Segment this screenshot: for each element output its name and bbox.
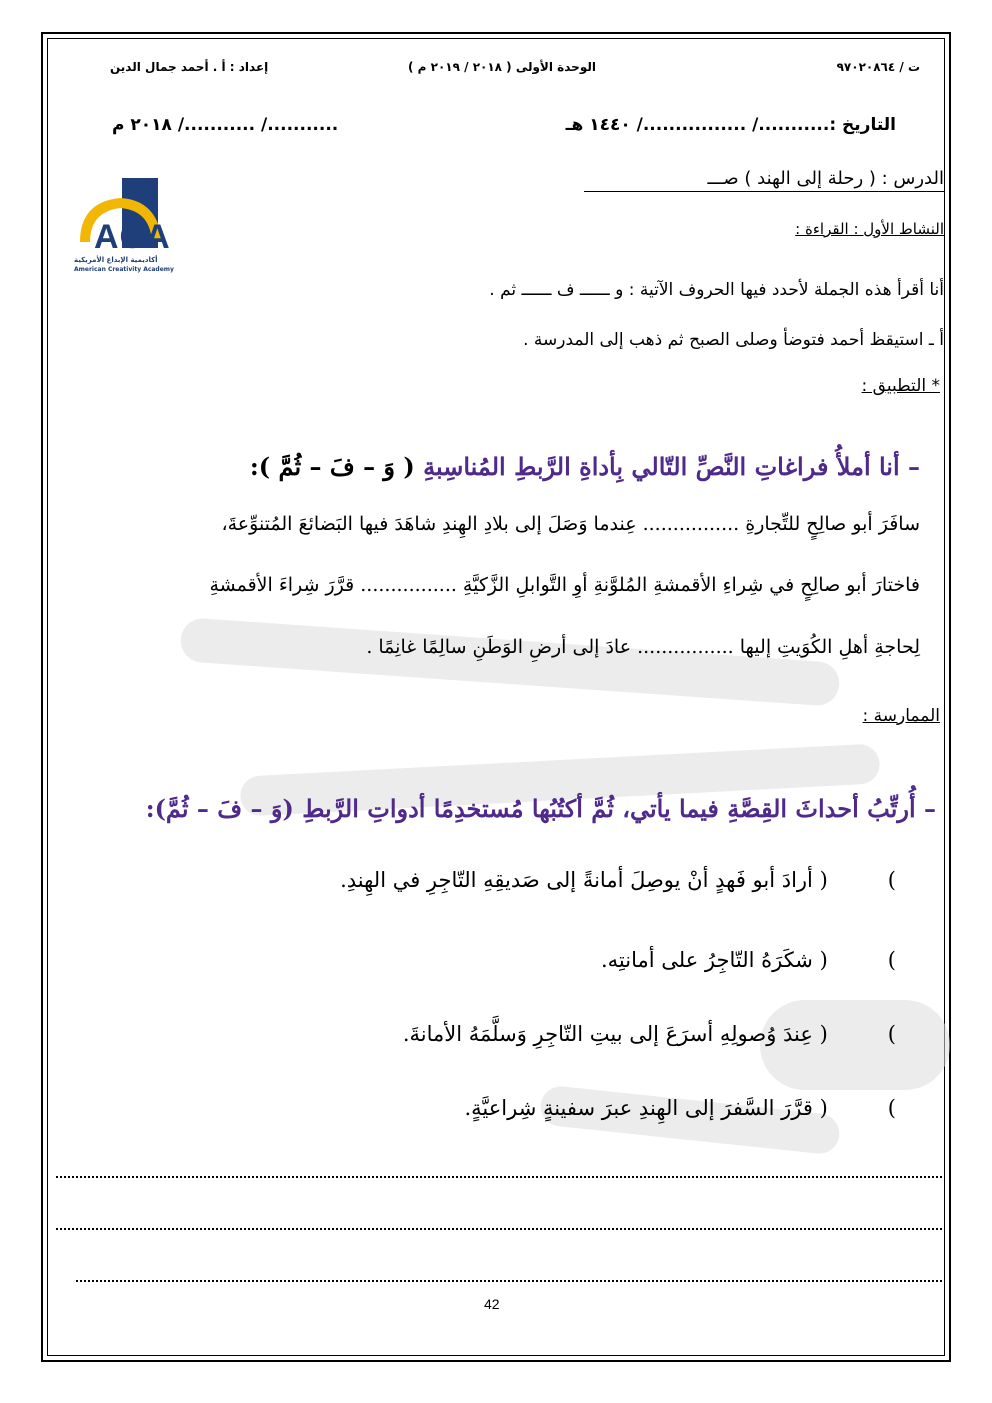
- bracket-open: ): [887, 948, 896, 972]
- logo: [72, 178, 202, 283]
- bracket-close: (: [819, 1096, 828, 1120]
- application-line-2: فاختارَ أبو صالِحٍ في شِراءِ الأقمشةِ المُلوَّنةِ أوِ التَّوابلِ الزَّكيَّةِ ................ قرَّرَ شِراءَ الأقمشةِ: [209, 574, 920, 596]
- bracket-open: ): [887, 1022, 896, 1046]
- practice-item-text: شكَرَهُ التّاجِرُ على أمانتِه.: [600, 948, 813, 972]
- application-task-text: – أنا أملأُ فراغاتِ النَّصِّ التّالي بِأداةِ الرَّبطِ المُناسِبةِ: [423, 452, 920, 481]
- application-title: * التطبيق :: [861, 376, 940, 396]
- practice-item-text: قرَّرَ السَّفرَ إلى الهِندِ عبرَ سفينةٍ شِراعيَّةٍ.: [464, 1096, 813, 1120]
- date-gregorian: .........../ .........../ ٢٠١٨ م: [112, 115, 339, 135]
- practice-task: [146, 794, 936, 823]
- logo-text: ACA: [94, 218, 171, 256]
- practice-item: [340, 868, 896, 892]
- practice-title: الممارسة :: [862, 706, 940, 726]
- page-number: 42: [484, 1296, 500, 1312]
- practice-item-text: عِندَ وُصولِهِ أسرَعَ إلى بيتِ التّاجِرِ وَسلَّمَهُ الأمانةَ.: [402, 1022, 813, 1046]
- bracket-open: ): [887, 868, 896, 892]
- header-author: إعداد : أ . أحمد جمال الدين: [110, 60, 269, 74]
- bracket-close: (: [819, 868, 828, 892]
- bracket-close: (: [819, 948, 828, 972]
- header-phone: ت / ٩٧٠٢٠٨٦٤: [836, 60, 920, 74]
- practice-item-text: أرادَ أبو فَهدٍ أنْ يوصِلَ أمانةً إلى صَديقِهِ التّاجِرِ في الهِندِ.: [340, 868, 813, 892]
- activity1-instruction: أنا أقرأ هذه الجملة لأحدد فيها الحروف الآتية : و ــــــ ف ــــــ ثم .: [489, 280, 944, 300]
- lesson-title: الدرس : ( رحلة إلى الهند ) صـــ: [584, 168, 944, 192]
- logo-arabic-name: أكاديمية الإبداع الأمريكية: [74, 256, 158, 264]
- answer-line[interactable]: [76, 1280, 942, 1282]
- application-line-1: سافَرَ أبو صالِحٍ للتِّجارةِ ................ عِندما وَصَلَ إلى بلادِ الهِندِ شاهَدَ فيها البَضائعَ المُتنوِّعةَ،: [221, 513, 920, 535]
- logo-english-name: American Creativity Academy: [74, 266, 174, 273]
- date-hijri: التاريخ :.........../ ................/ ١٤٤٠ هـ: [565, 115, 896, 135]
- application-task: [250, 452, 920, 481]
- practice-choices: (وَ – فَ – ثُمَّ):: [145, 794, 294, 823]
- application-choices: ( وَ – فَ – ثُمَّ ):: [249, 452, 415, 481]
- answer-line[interactable]: [56, 1228, 942, 1230]
- activity1-title: النشاط الأول : القراءة :: [795, 220, 944, 238]
- application-line-3: لِحاجةِ أهلِ الكُوَيتِ إليها ................ عادَ إلى أرضِ الوَطَنِ سالِمًا غانِمًا .: [366, 636, 920, 658]
- practice-task-text: – أُرتِّبُ أحداثَ القِصَّةِ فيما يأتي، ثُمَّ أكتُبُها مُستخدِمًا أدواتِ الرَّبطِ: [302, 794, 936, 823]
- activity1-sentence: أ ـ استيقظ أحمد فتوضأ وصلى الصبح ثم ذهب إلى المدرسة .: [523, 330, 944, 350]
- header-unit: الوحدة الأولى ( ٢٠١٨ / ٢٠١٩ م ): [408, 60, 596, 74]
- practice-item: [601, 948, 896, 972]
- bracket-open: ): [887, 1096, 896, 1120]
- practice-item: [403, 1022, 896, 1046]
- bracket-close: (: [819, 1022, 828, 1046]
- practice-item: [464, 1096, 896, 1120]
- answer-line[interactable]: [56, 1176, 942, 1178]
